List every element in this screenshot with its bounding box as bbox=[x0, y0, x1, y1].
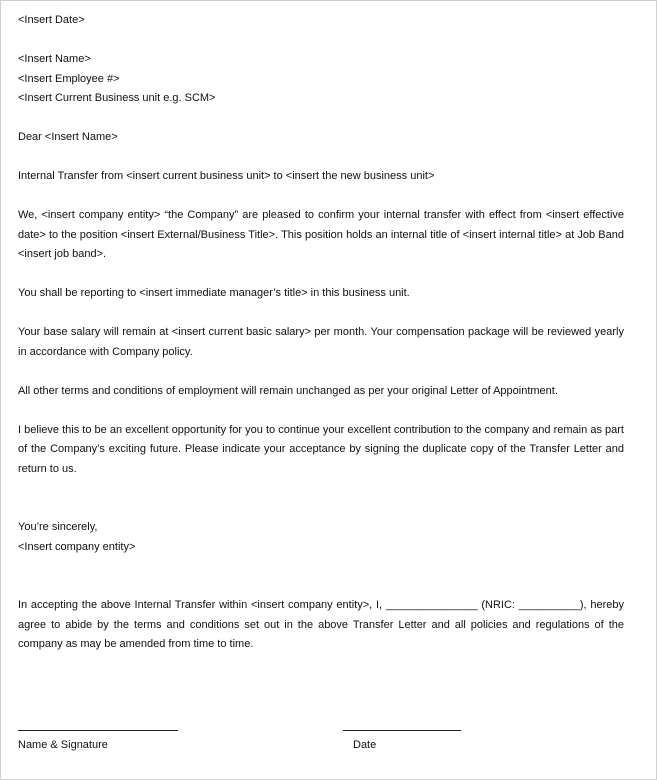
paragraph-acceptance-request: I believe this to be an excellent opportunity for you to continue your excellent contribution to the company and remain as part of the Company’s exciting future. Please indicate your acceptance by signing the duplicate copy of the Transfer Letter and return to us. bbox=[18, 423, 624, 475]
letter-date: <Insert Date> bbox=[18, 14, 85, 26]
closing: You’re sincerely, bbox=[18, 521, 98, 533]
paragraph-confirmation: We, <insert company entity> “the Company” are pleased to confirm your internal transfer with effect from <insert effective date> to the position <insert External/Business Title>. This position holds an internal title of <insert internal title> at Job Band <insert job band>. bbox=[18, 209, 624, 260]
paragraph-reporting: You shall be reporting to <insert immediate manager’s title> in this business unit. bbox=[18, 287, 410, 299]
name-signature-line bbox=[18, 730, 178, 731]
acceptance-statement: In accepting the above Internal Transfer within <insert company entity>, I, _______________ (NRIC: __________), hereby agree to abide by the terms and conditions set out in the above Transfer Letter and all policies and regulations of the company as may be amended from time to time. bbox=[18, 599, 624, 650]
date-label: Date bbox=[353, 739, 377, 751]
paragraph-salary: Your base salary will remain at <insert current basic salary> per month. Your compensation package will be reviewed yearly in accordance with Company policy. bbox=[18, 326, 624, 358]
salutation: Dear <Insert Name> bbox=[18, 131, 118, 143]
paragraph-terms: All other terms and conditions of employment will remain unchanged as per your original Letter of Appointment. bbox=[18, 384, 558, 397]
name-signature-label: Name & Signature bbox=[18, 739, 108, 751]
letter-body bbox=[18, 11, 624, 655]
recipient-name: <Insert Name> bbox=[18, 53, 91, 65]
letter-subject: Internal Transfer from <insert current business unit> to <insert the new business unit> bbox=[18, 170, 435, 182]
recipient-business-unit: <Insert Current Business unit e.g. SCM> bbox=[18, 92, 216, 104]
sender-entity: <Insert company entity> bbox=[18, 540, 136, 553]
date-signature-line bbox=[343, 730, 461, 731]
recipient-employee-number: <Insert Employee #> bbox=[18, 72, 120, 85]
